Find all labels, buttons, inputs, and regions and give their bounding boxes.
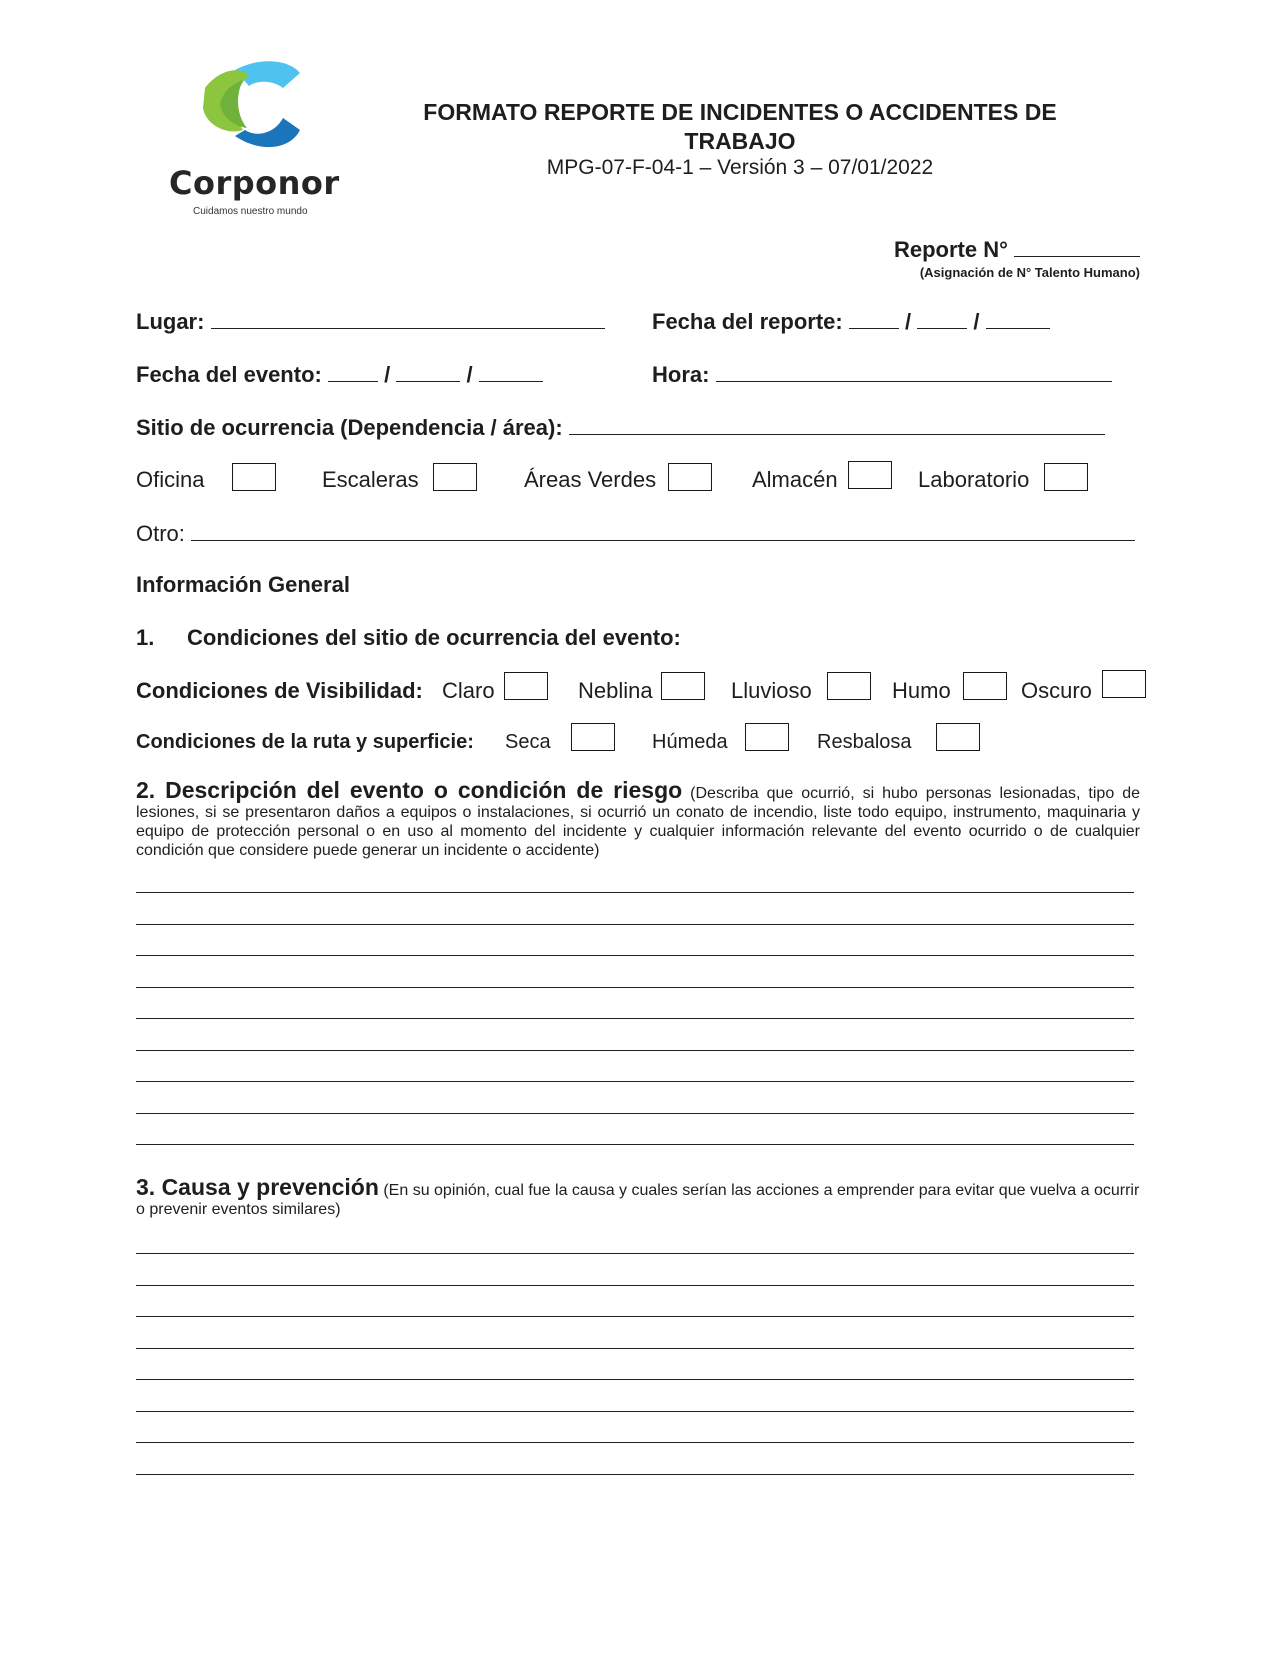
humo-checkbox[interactable] (963, 672, 1007, 700)
section-2-answer-line[interactable] (136, 987, 1134, 988)
date-separator: / (466, 362, 473, 387)
sitio-option-label: Laboratorio (918, 467, 1030, 492)
ruta-option-label: Resbalosa (817, 731, 912, 753)
section-2-answer-line[interactable] (136, 1050, 1134, 1051)
date-separator: / (973, 309, 980, 334)
report-number-field[interactable] (894, 236, 1140, 263)
visibilidad-option-label: Neblina (578, 678, 653, 703)
visibilidad-option-label: Humo (892, 678, 951, 703)
info-general-heading: Información General (136, 572, 350, 597)
sitio-option-label: Áreas Verdes (524, 467, 657, 492)
oficina-checkbox[interactable] (232, 463, 276, 491)
form-title: FORMATO REPORTE DE INCIDENTES O ACCIDENTES DE TRABAJO (423, 99, 1057, 154)
laboratorio-checkbox[interactable] (1044, 463, 1088, 491)
otro-label: Otro: (136, 521, 185, 546)
oscuro-checkbox[interactable] (1102, 670, 1146, 698)
hora-label: Hora: (652, 362, 710, 387)
logo-tagline: Cuidamos nuestro mundo (193, 206, 308, 217)
section-2-title: 2. Descripción del evento o condición de riesgo (136, 777, 683, 803)
section-3-answer-line[interactable] (136, 1442, 1134, 1443)
hora-field[interactable] (652, 361, 1112, 388)
section-3-answer-line[interactable] (136, 1379, 1134, 1380)
corponor-logo-icon (165, 58, 365, 168)
fecha-evento-label: Fecha del evento: (136, 362, 322, 387)
section-3-answer-line[interactable] (136, 1348, 1134, 1349)
fecha-evento-month[interactable] (396, 361, 460, 382)
visibilidad-label: Condiciones de Visibilidad: (136, 678, 423, 703)
almacen-checkbox[interactable] (848, 461, 892, 489)
report-number-label: Reporte N° (893, 237, 1008, 262)
neblina-checkbox[interactable] (661, 672, 705, 700)
fecha-evento-year[interactable] (479, 361, 543, 382)
ruta-option-label: Húmeda (652, 731, 728, 753)
resbalosa-checkbox[interactable] (936, 723, 980, 751)
fecha-reporte-label: Fecha del reporte: (652, 309, 843, 334)
areas-verdes-checkbox[interactable] (668, 463, 712, 491)
visibilidad-option-label: Oscuro (1021, 678, 1092, 703)
section-3-answer-line[interactable] (136, 1253, 1134, 1254)
fecha-reporte-day[interactable] (849, 308, 899, 329)
fecha-reporte-month[interactable] (917, 308, 967, 329)
date-separator: / (904, 309, 912, 334)
section-3-description (136, 1174, 1140, 1219)
fecha-reporte-field[interactable] (652, 308, 1050, 335)
form-code: MPG-07-F-04-1 – Versión 3 – 07/01/2022 (546, 156, 934, 179)
section-2-description (136, 777, 1141, 860)
humeda-checkbox[interactable] (745, 723, 789, 751)
section-3-answer-line[interactable] (136, 1285, 1134, 1286)
claro-checkbox[interactable] (504, 672, 548, 700)
section-1-number: 1. (136, 625, 155, 650)
escaleras-checkbox[interactable] (433, 463, 477, 491)
section-2-answer-line[interactable] (136, 924, 1134, 925)
sitio-option-label: Almacén (752, 467, 838, 492)
lugar-field[interactable] (136, 308, 605, 335)
section-1-title: Condiciones del sitio de ocurrencia del evento: (187, 625, 681, 650)
ruta-label: Condiciones de la ruta y superficie: (136, 731, 474, 753)
sitio-blank[interactable] (569, 414, 1105, 435)
otro-field[interactable] (136, 520, 1135, 547)
lluvioso-checkbox[interactable] (827, 672, 871, 700)
otro-blank[interactable] (191, 520, 1135, 541)
ruta-option-label: Seca (505, 731, 551, 753)
date-separator: / (384, 362, 391, 387)
section-3-instructions: (En su opinión, cual fue la causa y cuales serían las acciones a emprender para evitar que vuelva a ocurrir o prevenir eventos similares) (136, 1182, 1140, 1218)
seca-checkbox[interactable] (571, 723, 615, 751)
section-2-answer-line[interactable] (136, 1144, 1134, 1145)
section-3-answer-line[interactable] (136, 1411, 1134, 1412)
fecha-evento-field[interactable] (136, 361, 543, 388)
section-2-answer-line[interactable] (136, 1081, 1134, 1082)
sitio-label: Sitio de ocurrencia (Dependencia / área): (136, 415, 563, 440)
section-3-answer-line[interactable] (136, 1474, 1134, 1475)
corponor-logo (165, 58, 365, 218)
logo-wordmark: Corponor (169, 164, 340, 202)
hora-blank[interactable] (716, 361, 1112, 382)
sitio-option-label: Escaleras (322, 467, 419, 492)
section-2-answer-line[interactable] (136, 892, 1134, 893)
report-number-note: (Asignación de N° Talento Humano) (919, 265, 1140, 280)
section-2-answer-line[interactable] (136, 955, 1134, 956)
section-3-title: 3. Causa y prevención (136, 1174, 379, 1200)
fecha-reporte-year[interactable] (986, 308, 1050, 329)
lugar-label: Lugar: (136, 309, 205, 334)
visibilidad-option-label: Lluvioso (731, 678, 812, 703)
fecha-evento-day[interactable] (328, 361, 378, 382)
section-2-answer-line[interactable] (136, 1018, 1134, 1019)
section-2-instructions: (Describa que ocurrió, si hubo personas lesionadas, tipo de lesiones, si se presentaron daños a equipos o instalaciones, si ocurrió un conato de incendio, liste todo equipo, instrumento, maquinaria y equipo de protección personal o en uso al momento del incidente y cualquier información relevante del evento ocurrido o de cualquier condición que considere puede generar un incidente o accidente) (136, 785, 1141, 859)
sitio-option-label: Oficina (136, 467, 205, 492)
section-2-answer-line[interactable] (136, 1113, 1134, 1114)
report-number-blank[interactable] (1014, 236, 1140, 257)
lugar-blank[interactable] (211, 308, 605, 329)
sitio-field[interactable] (136, 414, 1105, 441)
section-3-answer-line[interactable] (136, 1316, 1134, 1317)
visibilidad-option-label: Claro (442, 678, 495, 703)
